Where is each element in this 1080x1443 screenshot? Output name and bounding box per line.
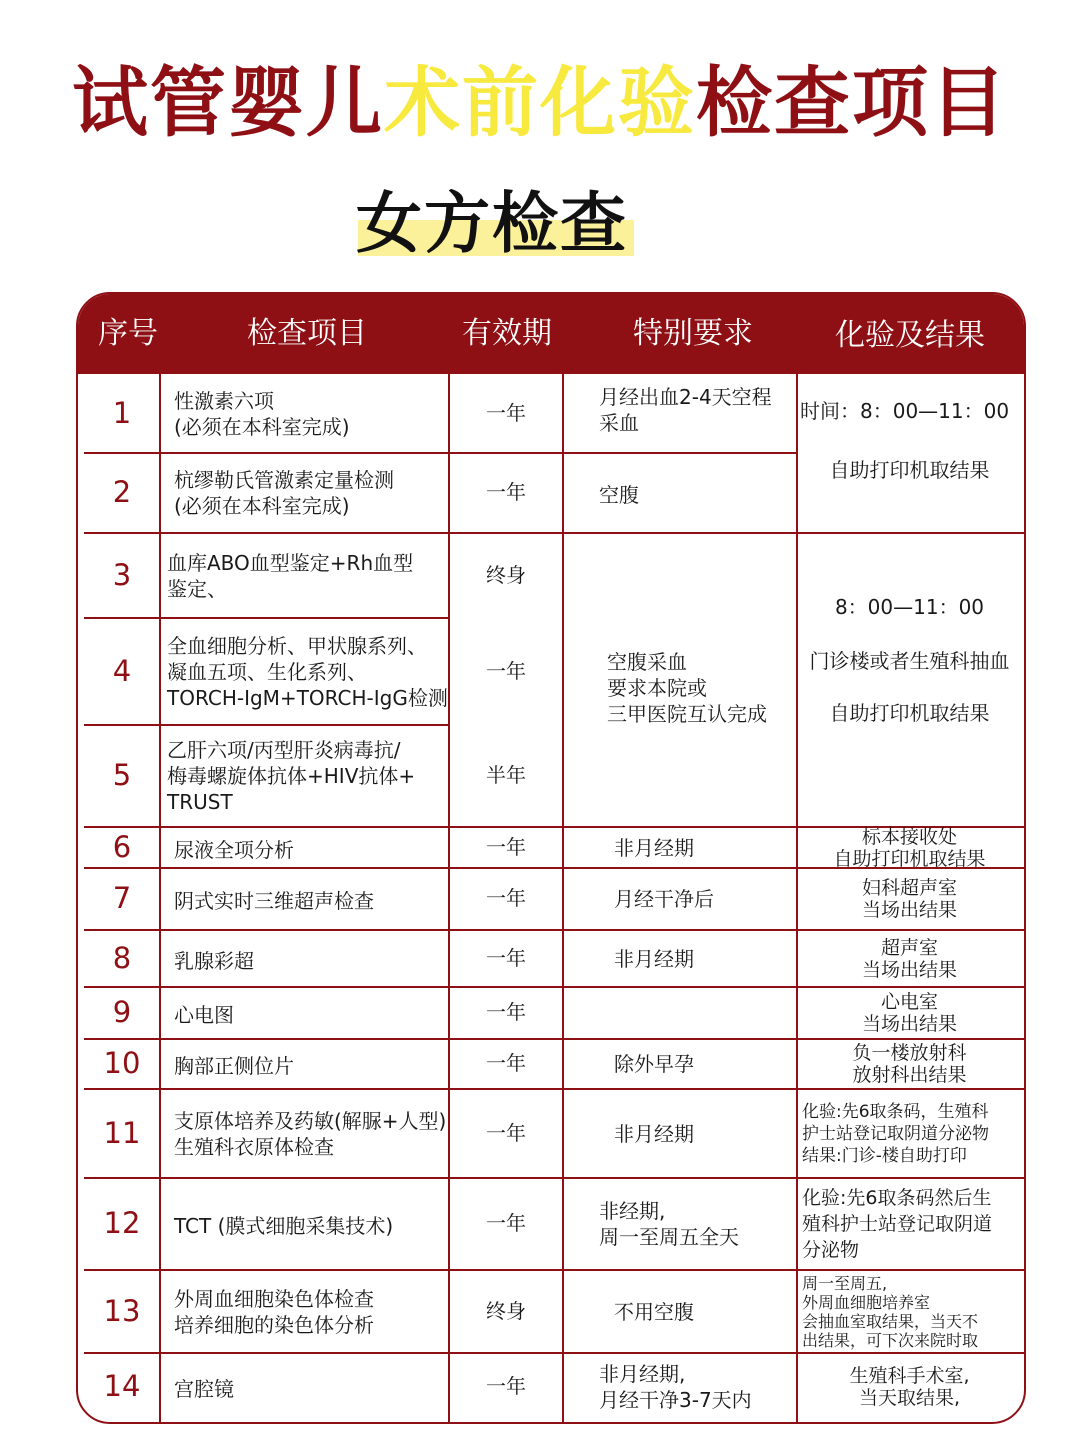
row-number: 10 (103, 1046, 141, 1080)
result-info: 会抽血室取结果，当天不 (802, 1311, 979, 1331)
exam-item: 宫腔镜 (174, 1376, 234, 1401)
validity: 一年 (486, 400, 526, 425)
row-number: 9 (112, 995, 132, 1029)
header-validity: 有效期 (462, 316, 552, 351)
title-part-3: 检查项目 (696, 58, 1008, 147)
result-info: 外周血细胞培养室 (802, 1292, 931, 1312)
validity: 一年 (486, 834, 526, 859)
result-info: 化验:先6取条码，生殖科 (802, 1101, 989, 1122)
row-divider (84, 929, 1026, 931)
special-requirement: 采血 (599, 410, 639, 435)
special-requirement: 三甲医院互认完成 (607, 702, 767, 726)
exam-item: TRUST (167, 790, 233, 814)
special-requirement: 不用空腹 (614, 1299, 694, 1324)
exam-item: 支原体培养及药敏(解脲+人型) (174, 1108, 447, 1133)
result-info: 当场出结果 (861, 1013, 957, 1035)
exam-item: 乳腺彩超 (174, 948, 254, 973)
table-header (78, 294, 1024, 374)
row-number: 4 (112, 653, 132, 688)
validity: 终身 (486, 562, 526, 587)
result-info: 超声室 (880, 936, 938, 959)
validity: 一年 (486, 886, 526, 910)
result-info: 出结果，可下次来院时取 (802, 1330, 979, 1350)
special-requirement: 周一至周五全天 (599, 1225, 739, 1249)
row-divider (84, 1177, 1026, 1179)
result-info: 当场出结果 (861, 899, 957, 921)
result-info: 生殖科手术室, (849, 1364, 970, 1387)
result-info: 自助打印机取结果 (829, 701, 990, 725)
special-requirement: 月经干净3-7天内 (599, 1387, 752, 1412)
exam-item: 血库ABO血型鉴定+Rh血型 (167, 550, 414, 575)
row-number: 13 (103, 1293, 141, 1328)
result-info: 殖科护士站登记取阴道 (802, 1213, 993, 1235)
exam-item: 梅毒螺旋体抗体+HIV抗体+ (167, 764, 416, 788)
title-part-2: 术前化验 (384, 58, 696, 147)
exam-item: 鉴定、 (167, 576, 227, 601)
row-divider (84, 1038, 1026, 1040)
page-title (0, 58, 1080, 148)
exam-item: 性激素六项 (174, 388, 274, 413)
result-info: 自助打印机取结果 (829, 458, 990, 482)
row-number: 1 (112, 395, 132, 430)
result-info: 分泌物 (802, 1239, 860, 1261)
header-no: 序号 (98, 316, 158, 351)
exam-item: 凝血五项、生化系列、 (167, 659, 367, 684)
result-info: 时间：8：00—11：00 (800, 399, 1010, 423)
row-number: 8 (112, 940, 132, 975)
exam-item: TORCH-IgM+TORCH-IgG检测 (167, 685, 448, 710)
exam-item: 杭缪勒氏管激素定量检测 (174, 468, 394, 492)
row-divider (84, 452, 797, 454)
header-result: 化验及结果 (835, 318, 985, 353)
special-requirement: 非经期, (599, 1199, 666, 1223)
result-info: 门诊楼或者生殖科抽血 (809, 649, 1010, 673)
validity: 一年 (486, 945, 526, 970)
row-number: 6 (112, 829, 132, 864)
result-info: 化验:先6取条码然后生 (802, 1187, 992, 1209)
row-number: 5 (112, 758, 132, 792)
result-info: 当天取结果, (858, 1386, 961, 1409)
row-number: 7 (112, 881, 132, 915)
exam-item: (必须在本科室完成) (174, 494, 350, 518)
special-requirement: 非月经期 (614, 946, 694, 971)
result-info: 护士站登记取阴道分泌物 (802, 1123, 989, 1144)
exam-item: 全血细胞分析、甲状腺系列、 (167, 633, 427, 658)
validity: 终身 (486, 1298, 526, 1323)
exam-item: TCT (膜式细胞采集技术) (174, 1214, 394, 1238)
exam-item: 尿液全项分析 (174, 837, 294, 862)
special-requirement: 空腹采血 (607, 650, 687, 674)
row-number: 11 (103, 1115, 141, 1150)
exam-item: 外周血细胞染色体检查 (174, 1286, 374, 1311)
result-info: 负一楼放射科 (852, 1042, 967, 1064)
result-info: 自助打印机取结果 (833, 847, 986, 870)
header-item: 检查项目 (247, 316, 367, 351)
exam-item: (必须在本科室完成) (174, 414, 350, 439)
result-info: 妇科超声室 (861, 877, 957, 899)
special-requirement: 月经出血2-4天空程 (599, 384, 772, 409)
subtitle-text: 女方检查 (356, 185, 628, 262)
special-requirement: 月经干净后 (614, 887, 714, 911)
exam-item: 培养细胞的染色体分析 (174, 1312, 374, 1337)
special-requirement: 除外早孕 (614, 1052, 694, 1076)
validity: 一年 (486, 1211, 526, 1235)
result-info: 标本接收处 (861, 825, 957, 848)
validity: 一年 (486, 1373, 526, 1398)
special-requirement: 非月经期, (599, 1361, 686, 1386)
row-divider (84, 724, 449, 726)
exam-item: 乙肝六项/丙型肝炎病毒抗/ (167, 738, 401, 762)
title-part-1: 试管婴儿 (72, 58, 384, 147)
result-info: 当场出结果 (861, 958, 957, 981)
row-divider (84, 617, 449, 619)
exam-item: 胸部正侧位片 (174, 1054, 294, 1078)
validity: 一年 (486, 1120, 526, 1145)
result-info: 8：00—11：00 (834, 595, 985, 619)
special-requirement: 非月经期 (614, 1121, 694, 1146)
result-info: 结果:门诊-楼自助打印 (802, 1145, 967, 1166)
exam-table (76, 292, 1026, 1424)
row-number: 14 (103, 1368, 141, 1403)
validity: 半年 (486, 763, 526, 787)
validity: 一年 (486, 1000, 526, 1024)
result-info: 周一至周五, (802, 1273, 888, 1293)
validity: 一年 (486, 480, 526, 504)
row-divider (84, 986, 1026, 988)
header-requirement: 特别要求 (633, 316, 753, 351)
row-number: 2 (112, 475, 132, 509)
row-number: 12 (103, 1206, 141, 1240)
exam-item: 心电图 (174, 1003, 234, 1027)
exam-item: 阴式实时三维超声检查 (174, 889, 374, 913)
row-number: 3 (112, 557, 132, 592)
result-info: 放射科出结果 (852, 1064, 967, 1086)
result-info: 心电室 (880, 991, 938, 1013)
special-requirement: 非月经期 (614, 835, 694, 860)
special-requirement: 要求本院或 (607, 676, 707, 700)
special-requirement: 空腹 (599, 483, 639, 507)
validity: 一年 (486, 658, 526, 683)
row-divider (84, 532, 1026, 534)
row-divider (84, 1269, 1026, 1271)
subtitle (356, 182, 628, 266)
row-divider (84, 1088, 1026, 1090)
validity: 一年 (486, 1051, 526, 1075)
exam-item: 生殖科衣原体检查 (174, 1134, 334, 1159)
row-divider (84, 1352, 1026, 1354)
